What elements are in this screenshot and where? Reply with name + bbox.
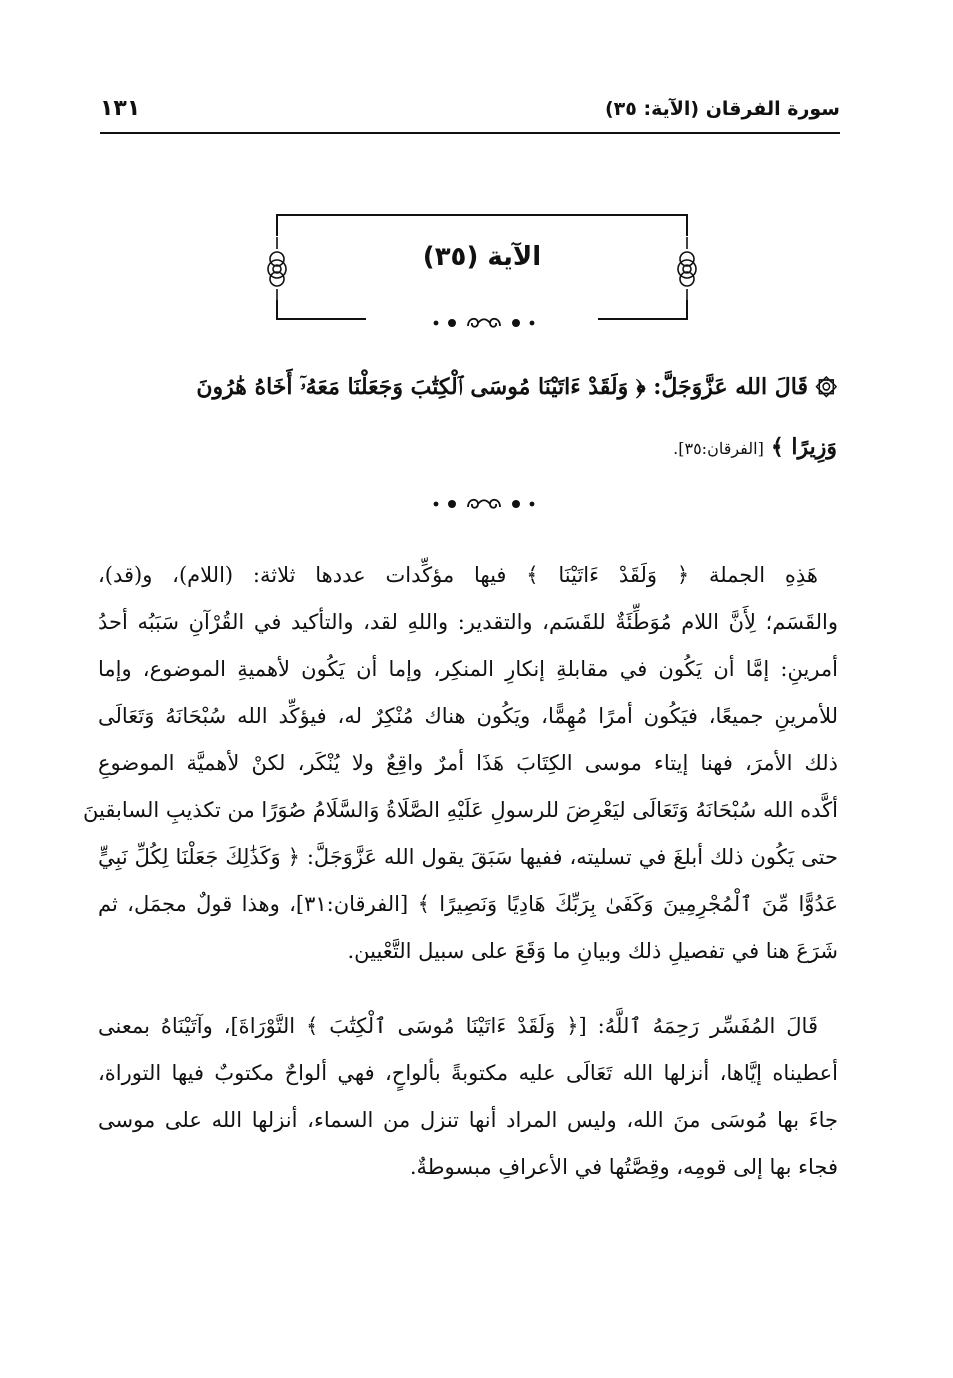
quran-line-1 [97, 372, 837, 403]
verse-title: الآية (٣٥) [422, 242, 542, 272]
running-title: سورة الفرقان (الآية: ٣٥) [604, 98, 840, 120]
paragraph-line: فجاء بها إلى قومِه، وقِصَّتُها في الأعرافِ مبسوطةٌ. [409, 1155, 838, 1179]
verse-title-frame [276, 214, 688, 320]
paragraph-line: عَدُوًّا مِّنَ ٱلْمُجْرِمِينَ وَكَفَىٰ بِرَبِّكَ هَادِيًا وَنَصِيرًا ﴾ [الفرقان:٣١]، وهذا قولٌ مجمَل، ثم [98, 892, 838, 916]
quran-line-2 [97, 432, 837, 464]
paragraph-line: أعطيناه إيَّاها، أنزلها الله تَعَالَى عليه مكتوبةً بألواحٍ، فهي ألواحٌ مكتوبٌ فيها التوراة، [98, 1061, 838, 1085]
paragraph-line: قَالَ المُفَسِّر رَحِمَهُ ٱللَّهُ: [﴿ وَلَقَدْ ءَاتَيْنَا مُوسَى ٱلْكِتَٰبَ ﴾ التَّوْرَاةَ]، وآتَيْنَاهُ بمعنى [98, 1014, 818, 1038]
divider-ornament-icon [424, 314, 544, 332]
divider-ornament-icon [424, 495, 544, 513]
paragraph-line: أمرينِ: إمَّا أن يَكُون في مقابلةِ إنكارِ المنكِر، وإما أن يَكُون لأهميةِ الموضوع، وإما [98, 657, 838, 681]
page-header [100, 92, 840, 134]
paragraph-line: شَرَعَ هنا في تفصيلِ ذلك وبيانِ ما وَقَعَ على سبيل التَّعْيين. [347, 939, 838, 963]
page-number: ١٣١ [100, 96, 141, 121]
paragraph-line: أكَّده الله سُبْحَانَهُ وَتَعَالَى ليَعْرِضَ للرسولِ عَلَيْهِ الصَّلَاةُ وَالسَّلَامُ صُوَرًا من تكذيبِ السابقينَ [83, 798, 838, 822]
frame-top-rule [276, 214, 688, 216]
frame-bottom-left-rule [276, 318, 366, 320]
paragraph-line: ذلك الأمرَ، فهنا إيتاء موسى الكِتَابَ هَذَا أمرٌ واقِعٌ ولا يُنْكَر، لكنْ لأهميَّة الموضوعِ [98, 751, 838, 775]
paragraph-line: جاءَ بها مُوسَى منَ الله، وليس المراد أنها تنزل من السماء، أنزلها الله على موسى [98, 1108, 838, 1132]
paragraph-line: حتى يَكُون ذلك أبلغَ في تسليته، ففيها سَبَقَ يقول الله عَزَّوَجَلَّ: ﴿ وَكَذَٰلِكَ جَعَلْنَا لِكُلِّ نَبِيٍّ [98, 845, 838, 869]
frame-left-upper-rule [276, 214, 278, 236]
frame-right-upper-rule [686, 214, 688, 236]
verse-reference: [الفرقان:٣٥]. [673, 439, 764, 458]
frame-right-lower-rule [686, 300, 688, 320]
paragraph-line: والقَسَم؛ لِأَنَّ اللام مُوَطِّئَةٌ للقَسَم، والتقدير: واللهِ لقد، والتأكيد في القُرْآنِ سَبَبُه أحدُ [98, 610, 838, 634]
frame-left-lower-rule [276, 300, 278, 320]
frame-bottom-right-rule [598, 318, 688, 320]
paragraph-line: هَذِهِ الجملة ﴿ وَلَقَدْ ءَاتَيْنَا ﴾ فيها مؤكِّدات عددها ثلاثة: (اللام)، و(قد)، [98, 563, 818, 587]
quran-verse-text: ۞ قَالَ الله عَزَّوَجَلَّ: ﴿ وَلَقَدْ ءَاتَيْنَا مُوسَى ٱلْكِتَٰبَ وَجَعَلْنَا مَعَهُۥٓ أَخَاهُ هَٰرُونَ [196, 374, 837, 400]
quran-verse-text: وَزِيرًا ﴾ [770, 434, 837, 460]
paragraph-line: للأمرينِ جميعًا، فيَكُون أمرًا مُهِمًّا، ويَكُون هناك مُنْكِرٌ له، فيؤكِّد الله سُبْحَانَهُ وَتَعَالَى [98, 704, 838, 728]
